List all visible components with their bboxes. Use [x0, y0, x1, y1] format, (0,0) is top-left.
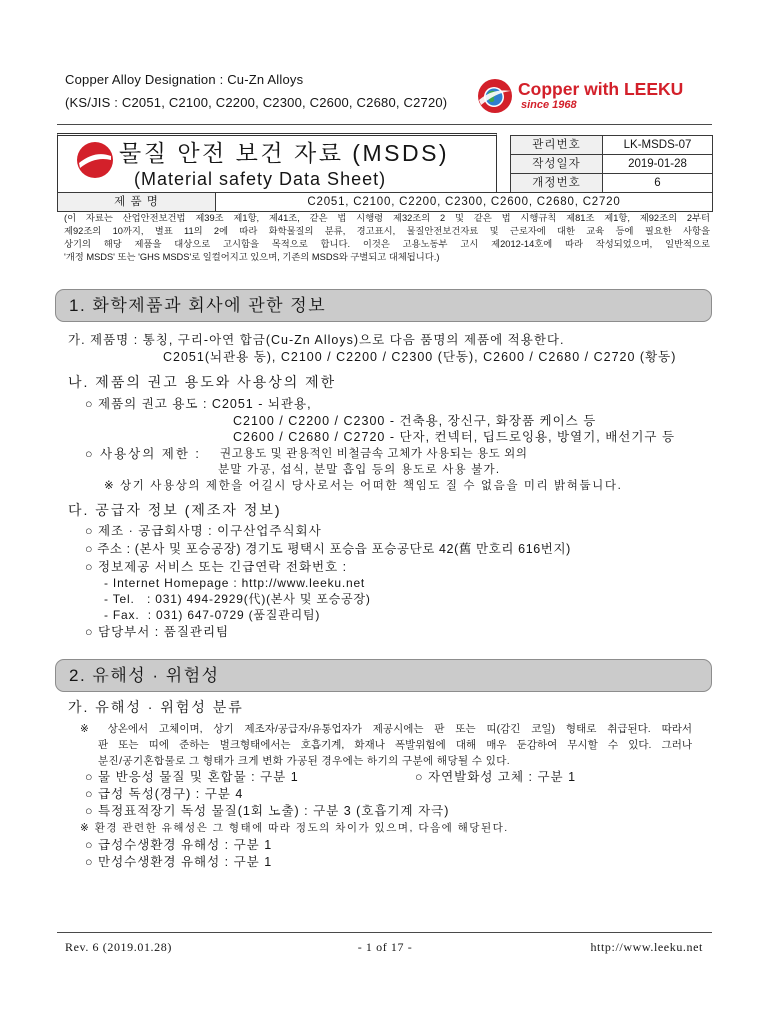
revision-row: [511, 174, 713, 193]
product-name-value: C2051, C2100, C2200, C2300, C2600, C2680, C2720: [216, 193, 713, 212]
intro-line: 상기의 해당 제품을 대상으로 고시함을 목적으로 합니다. 이것은 고용노동부 고시 제2012-14호에 따라 작성되었으며, 일반적으로: [64, 239, 710, 249]
product-name-row: [58, 193, 713, 212]
product-name-line: 가. 제품명 : 통칭, 구리-아연 합금(Cu-Zn Alloys)으로 다음 품명의 제품에 적용한다.: [68, 333, 565, 347]
section-1-title: 1. 화학제품과 회사에 관한 정보: [69, 296, 327, 315]
document-title-korean: 물질 안전 보건 자료 (MSDS): [119, 140, 450, 166]
section-2-title: 2. 유해성 · 위험성: [69, 666, 220, 685]
use-heading: 나. 제품의 권고 용도와 사용상의 제한: [68, 374, 337, 390]
revision-label: 개정번호: [511, 174, 603, 193]
restriction-line: 분말 가공, 섭식, 분말 흡입 등의 용도로 사용 불가.: [218, 464, 501, 476]
supplier-heading: 다. 공급자 정보 (제조자 정보): [68, 502, 282, 518]
classification-note-line: ※ 상온에서 고체이며, 상기 제조자/공급자/유통업자가 제공시에는 판 또는 띠(감긴 코일) 형태로 취급된다. 따라서: [80, 723, 692, 735]
ks-jis-codes: (KS/JIS : C2051, C2100, C2200, C2300, C2600, C2680, C2720): [65, 95, 448, 110]
leeku-globe-icon: [477, 78, 513, 114]
section-2-header: [55, 659, 712, 692]
contact-fax: - Fax. : 031) 647-0729 (품질관리팀): [104, 608, 321, 622]
brand-name: Copper with LEEKU: [518, 79, 684, 99]
doc-number-row: [511, 136, 713, 155]
hazard-item: ○ 자연발화성 고체 : 구분 1: [415, 770, 577, 784]
created-date-label: 작성일자: [511, 155, 603, 174]
restriction-label: ○ 사용상의 제한 :: [85, 447, 201, 461]
classification-note-line: 판 또는 띠에 준하는 벌크형태에서는 호흡기계, 화재나 폭발위험에 대해 매우 둔감하여 무시할 수 있다. 그러나: [98, 739, 692, 751]
brand-since: since 1968: [521, 99, 577, 111]
footer-url: http://www.leeku.net: [590, 940, 703, 954]
document-title-english: (Material safety Data Sheet): [134, 169, 387, 189]
revision-value: 6: [603, 174, 713, 193]
supplier-department: ○ 담당부서 : 품질관리팀: [85, 625, 230, 639]
footer-revision: Rev. 6 (2019.01.28): [65, 940, 172, 954]
intro-line: 제92조의 10까지, 별표 11의 2에 따라 화학물질의 분류, 경고표시, 물질안전보건자료 및 근로자에 대한 교육 등에 필요한 사항을: [64, 226, 710, 236]
intro-line: '개정 MSDS' 또는 'GHS MSDS'로 일컬어지고 있으며, 기존의 MSDS와 구별되고 대체됩니다.): [64, 252, 440, 262]
msds-logo-icon: [76, 141, 114, 179]
footer-page-number: - 1 of 17 -: [357, 940, 413, 954]
supplier-address: ○ 주소 : (본사 및 포승공장) 경기도 평택시 포승읍 포승공단로 42(舊 만호리 616번지): [85, 542, 571, 556]
created-date-value: 2019-01-28: [603, 155, 713, 174]
recommended-use-line: C2600 / C2680 / C2720 - 단자, 컨넥터, 딥드로잉용, 방열기, 배선기구 등: [233, 430, 676, 444]
supplier-company: ○ 제조 · 공급회사명 : 이구산업주식회사: [85, 524, 322, 538]
intro-line: (이 자료는 산업안전보건법 제39조 제1항, 제41조, 같은 법 시행령 제32조의 2 및 같은 법 시행규칙 제81조 제1항, 제92조의 2부터: [64, 213, 710, 223]
classification-note-line: 분진/공기혼합물로 그 형태가 크게 변화 가공된 경우에는 하기의 구분에 해당될 수 있다.: [98, 755, 511, 767]
environment-note: ※ 환경 관련한 유해성은 그 형태에 따라 정도의 차이가 있으며, 다음에 해당된다.: [80, 822, 509, 834]
doc-number-value: LK-MSDS-07: [603, 136, 713, 155]
environment-hazard-item: ○ 만성수생환경 유해성 : 구분 1: [85, 855, 273, 869]
contact-heading: ○ 정보제공 서비스 또는 긴급연락 전화번호 :: [85, 560, 348, 574]
hazard-item: ○ 물 반응성 물질 및 혼합물 : 구분 1: [85, 770, 299, 784]
footer-divider: [57, 932, 712, 933]
product-name-table: [57, 192, 713, 212]
created-date-row: [511, 155, 713, 174]
recommended-use-line: ○ 제품의 권고 용도 : C2051 - 뇌관용,: [85, 397, 312, 411]
product-grades-line: C2051(뇌관용 동), C2100 / C2200 / C2300 (단동), C2600 / C2680 / C2720 (황동): [163, 350, 677, 364]
section-1-header: [55, 289, 712, 322]
product-name-label: 제 품 명: [58, 193, 216, 212]
doc-number-label: 관리번호: [511, 136, 603, 155]
contact-homepage: - Internet Homepage : http://www.leeku.net: [104, 576, 366, 590]
document-meta-table: [510, 135, 713, 193]
classification-heading: 가. 유해성 · 위험성 분류: [68, 699, 244, 715]
hazard-item: ○ 특정표적장기 독성 물질(1회 노출) : 구분 3 (호흡기계 자극): [85, 804, 450, 818]
header-divider: [57, 124, 712, 125]
hazard-item: ○ 급성 독성(경구) : 구분 4: [85, 787, 244, 801]
restriction-line: 권고용도 및 관용적인 비철금속 고체가 사용되는 용도 외의: [220, 448, 528, 460]
use-disclaimer: ※ 상기 사용상의 제한을 어길시 당사로서는 어떠한 책임도 질 수 없음을 미리 밝혀둡니다.: [104, 480, 623, 492]
contact-tel: - Tel. : 031) 494-2929(代)(본사 및 포승공장): [104, 592, 371, 606]
alloy-designation: Copper Alloy Designation : Cu-Zn Alloys: [65, 72, 304, 87]
recommended-use-line: C2100 / C2200 / C2300 - 건축용, 장신구, 화장품 케이스 등: [233, 414, 597, 428]
environment-hazard-item: ○ 급성수생환경 유해성 : 구분 1: [85, 838, 273, 852]
